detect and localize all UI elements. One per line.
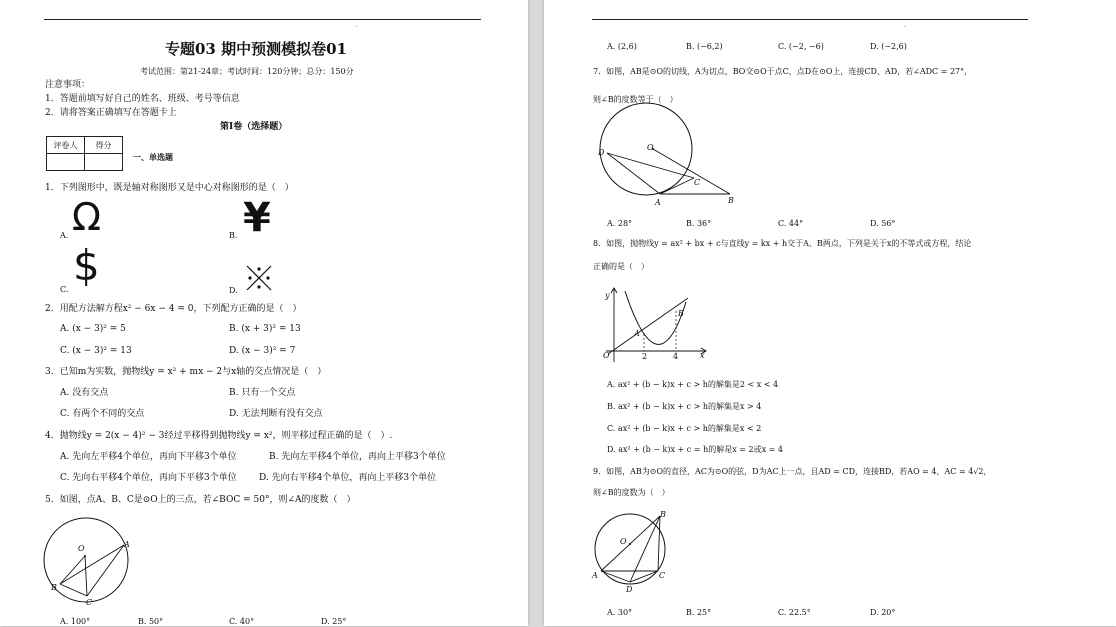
q9-label-d: D xyxy=(626,585,633,594)
q5-label-b: B xyxy=(51,583,57,592)
q9-option-d: D. 20° xyxy=(870,608,896,617)
dollar-symbol: $ xyxy=(73,241,100,290)
header-dot: · xyxy=(356,24,358,31)
grader-cell[interactable] xyxy=(47,154,85,171)
q9-label-c: C xyxy=(659,571,666,580)
q5-option-a: A. 100° xyxy=(60,617,91,626)
q5-label-a: A xyxy=(124,540,130,549)
q9-label-a: A xyxy=(592,571,598,580)
q7-label-o: O xyxy=(647,143,654,152)
q1-option-b: B. xyxy=(229,231,238,240)
q2-option-a: A. (x − 3)² = 5 xyxy=(60,324,126,334)
right-page xyxy=(544,0,1116,626)
paper-title: 专题03 期中预测模拟卷01 xyxy=(165,40,347,58)
q8-label-b: B xyxy=(678,309,684,318)
score-table xyxy=(46,136,123,171)
q8-option-b: B. ax² + (b − k)x + c > h的解集是x > 4 xyxy=(607,402,762,411)
q9-stem-line2: 则∠B的度数为（ ） xyxy=(593,488,670,497)
q8-label-o: O xyxy=(603,351,610,360)
q6-option-a: A. (2,6) xyxy=(607,42,637,51)
q1-option-c: C. xyxy=(60,285,69,294)
q1-option-a: A. xyxy=(60,231,69,240)
q5-circle-figure xyxy=(38,514,138,608)
q8-tick-4: 4 xyxy=(673,352,679,361)
exam-info: 考试范围：第21-24章；考试时间：120分钟；总分：150分 xyxy=(140,67,354,76)
q1-option-d: D. xyxy=(229,286,238,295)
q7-tangent-figure xyxy=(598,102,748,208)
cross-dots-symbol xyxy=(243,262,275,294)
q6-option-d: D. (−2,6) xyxy=(870,42,907,51)
score-cell[interactable] xyxy=(85,154,123,171)
q4-option-c: C. 先向右平移4个单位，再向下平移3个单位 xyxy=(60,473,237,483)
q3-option-d: D. 无法判断有没有交点 xyxy=(229,409,323,419)
q3-option-c: C. 有两个不同的交点 xyxy=(60,409,145,419)
score-label: 得分 xyxy=(85,137,123,154)
q9-label-o: O xyxy=(620,537,627,546)
part-heading: 第I卷（选择题） xyxy=(220,122,288,132)
q7-label-b: B xyxy=(728,196,734,205)
q2-stem: 2．用配方法解方程x² − 6x − 4 = 0，下列配方正确的是（ ） xyxy=(45,304,302,314)
notes-heading: 注意事项： xyxy=(45,80,91,90)
q5-option-d: D. 25° xyxy=(321,617,347,626)
q7-label-c: C xyxy=(694,178,701,187)
note-2: 2．请将答案正确填写在答题卡上 xyxy=(45,108,177,118)
q3-stem: 3．已知m为实数，抛物线y = x² + mx − 2与x轴的交点情况是（ ） xyxy=(45,367,327,377)
q7-option-b: B. 36° xyxy=(686,219,712,228)
q8-label-x: x xyxy=(700,351,705,360)
q9-diameter-figure xyxy=(592,504,676,596)
q9-option-b: B. 25° xyxy=(686,608,712,617)
left-page xyxy=(0,0,528,626)
q4-option-a: A. 先向左平移4个单位，再向下平移3个单位 xyxy=(60,452,237,462)
q8-tick-2: 2 xyxy=(642,352,648,361)
q6-option-c: C. (−2, −6) xyxy=(778,42,824,51)
q8-stem-line2: 正确的是（ ） xyxy=(593,262,649,271)
q7-option-c: C. 44° xyxy=(778,219,804,228)
header-dot: · xyxy=(904,24,906,31)
grader-label: 评卷人 xyxy=(47,137,85,154)
header-rule xyxy=(44,19,481,20)
q6-option-b: B. (−6,2) xyxy=(686,42,723,51)
q2-option-c: C. (x − 3)² = 13 xyxy=(60,346,132,356)
omega-symbol: Ω xyxy=(72,195,102,239)
q4-stem: 4．抛物线y = 2(x − 4)² − 3经过平移得到抛物线y = x²，则平移过程正确的是（ ）. xyxy=(45,431,393,441)
q9-label-b: B xyxy=(660,510,666,519)
q7-label-d: D xyxy=(598,148,605,157)
yen-symbol: ¥ xyxy=(243,195,271,241)
q7-stem-line2: 则∠B的度数等于（ ） xyxy=(593,95,678,104)
header-rule xyxy=(592,19,1028,20)
q3-option-b: B. 只有一个交点 xyxy=(229,388,296,398)
q8-stem-line1: 8．如图，抛物线y = ax² + bx + c与直线y = kx + h交于A、B两点，下列是关于x的不等式或方程，结论 xyxy=(593,239,972,248)
q9-option-a: A. 30° xyxy=(607,608,633,617)
q7-label-a: A xyxy=(655,198,661,207)
q5-option-c: C. 40° xyxy=(229,617,255,626)
q2-option-b: B. (x + 3)² = 13 xyxy=(229,324,301,334)
q8-option-c: C. ax² + (b − k)x + c > h的解集是x < 2 xyxy=(607,424,762,433)
q3-option-a: A. 没有交点 xyxy=(60,388,109,398)
q5-stem: 5．如图，点A、B、C是⊙O上的三点，若∠BOC = 50°，则∠A的度数（ ） xyxy=(45,495,356,505)
note-1: 1．答题前填写好自己的姓名、班级、考号等信息 xyxy=(45,94,240,104)
q5-label-o: O xyxy=(78,544,85,553)
q8-option-d: D. ax² + (b − k)x + c = h的解是x = 2或x = 4 xyxy=(607,445,783,454)
q7-option-d: D. 56° xyxy=(870,219,896,228)
q7-option-a: A. 28° xyxy=(607,219,633,228)
q8-label-a: A xyxy=(634,329,640,338)
q7-stem-line1: 7．如图，AB是⊙O的切线，A为切点，BO交⊙O于点C，点D在⊙O上，连接CD、AD，若∠ADC = 27°， xyxy=(593,67,973,76)
q2-option-d: D. (x − 3)² = 7 xyxy=(229,346,296,356)
q9-stem-line1: 9．如图，AB为⊙O的直径，AC为⊙O的弦，D为AC上一点，且AD = CD，连接BD，若AO = 4，AC = 4√2， xyxy=(593,467,992,476)
section-heading: 一、单选题 xyxy=(133,152,173,162)
q8-label-y: y xyxy=(605,291,610,300)
q5-label-c: C xyxy=(86,598,93,607)
q5-option-b: B. 50° xyxy=(138,617,164,626)
q8-option-a: A. ax² + (b − k)x + c > h的解集是2 < x < 4 xyxy=(607,380,779,389)
q4-option-b: B. 先向左平移4个单位，再向上平移3个单位 xyxy=(269,452,446,462)
q8-parabola-figure xyxy=(600,286,715,366)
q9-option-c: C. 22.5° xyxy=(778,608,811,617)
q1-stem: 1．下列图形中，既是轴对称图形又是中心对称图形的是（ ） xyxy=(45,183,294,193)
q4-option-d: D. 先向右平移4个单位，再向上平移3个单位 xyxy=(259,473,437,483)
